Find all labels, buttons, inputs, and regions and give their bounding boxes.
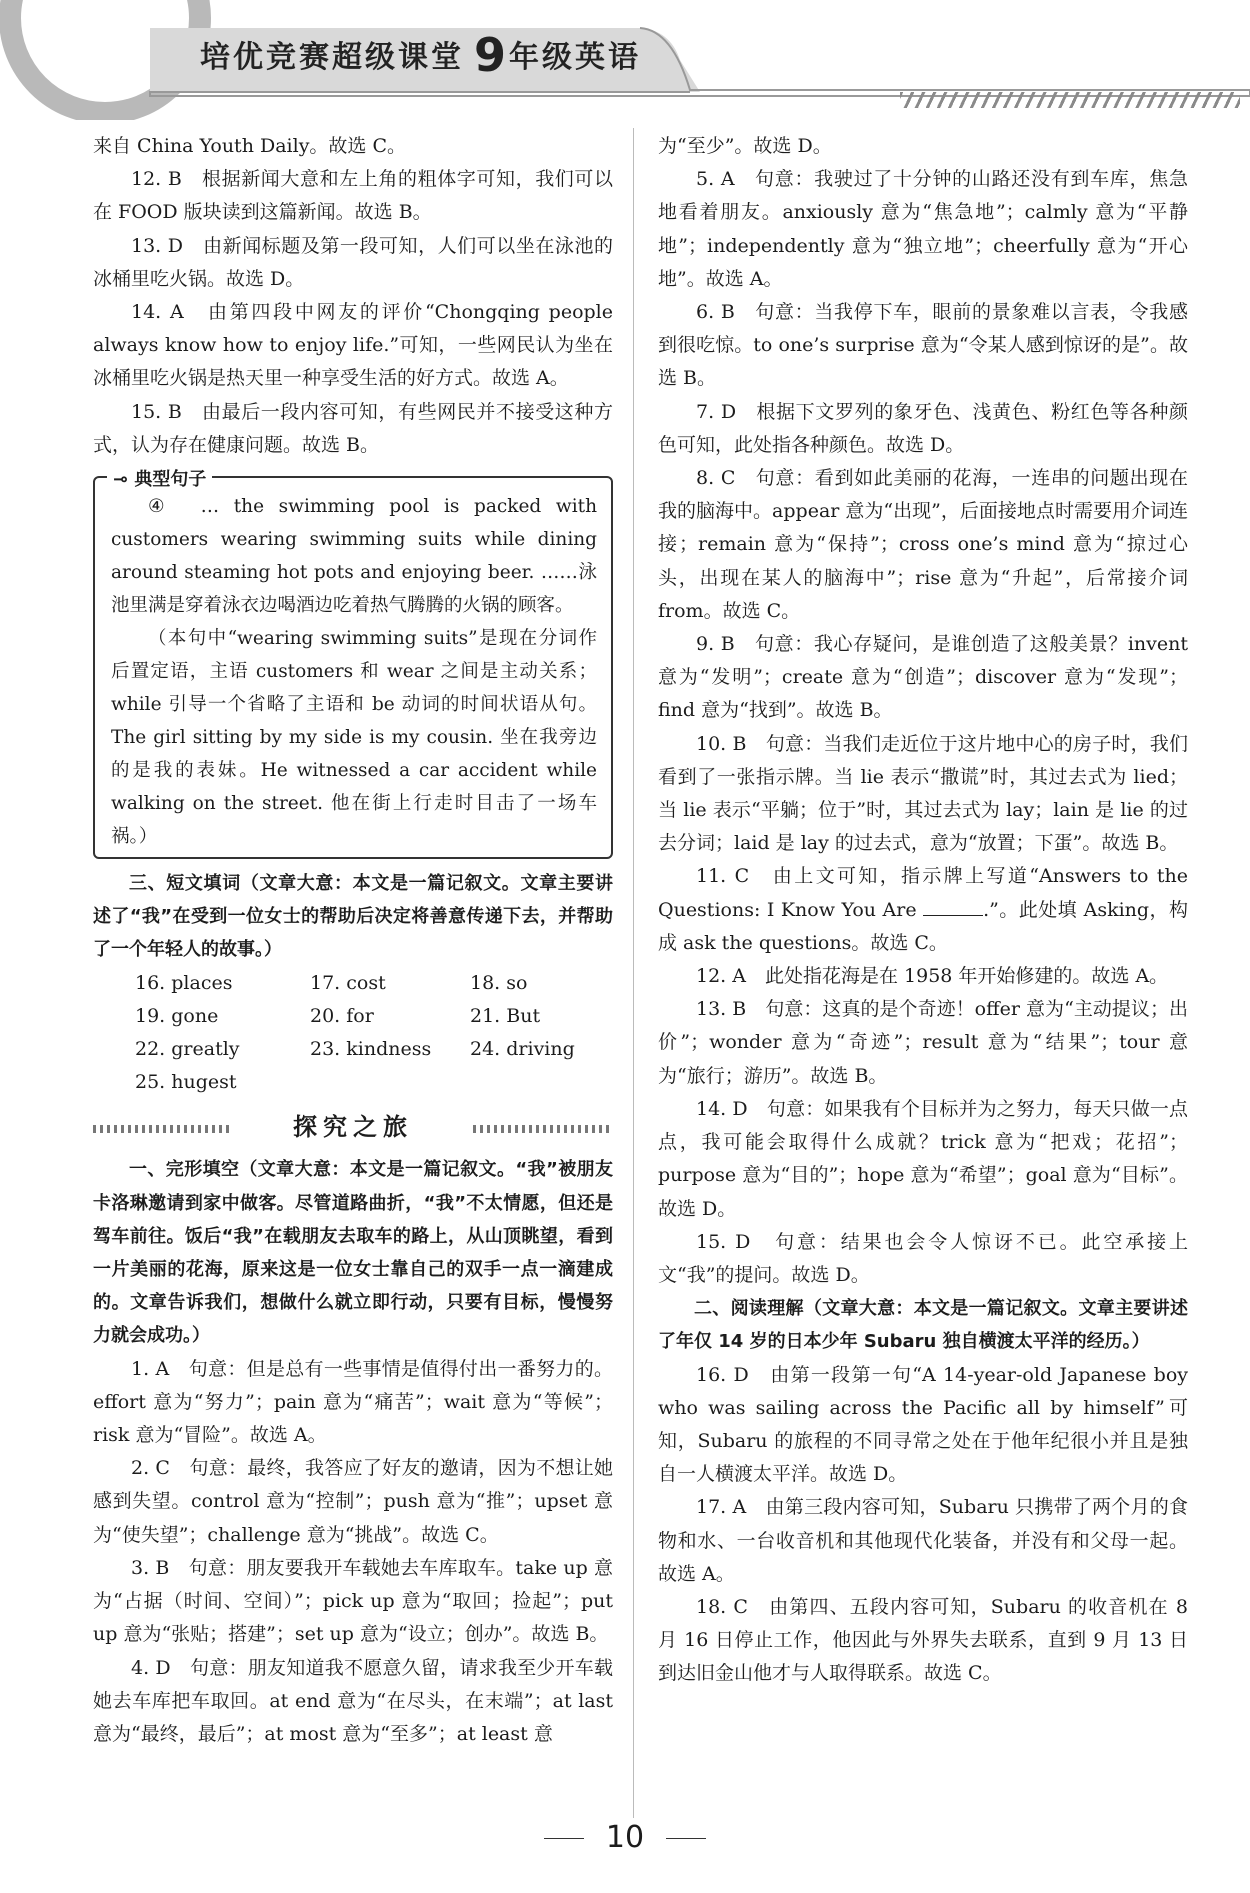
column-divider bbox=[633, 128, 634, 1818]
answer-12: 12. B 根据新闻大意和左上角的粗体字可知，我们可以在 FOOD 版块读到这篇新闻。故选 B。 bbox=[93, 168, 613, 224]
answer-text: 来自 China Youth Daily。故选 C。 bbox=[93, 135, 406, 157]
word-answer: 24. driving bbox=[470, 1038, 575, 1061]
answer-1: 1. A 句意：但是总有一些事情是值得付出一番努力的。effort 意为“努力”；pain 意为“痛苦”；wait 意为“等候”；risk 意为“冒险”。故选 A。 bbox=[93, 1357, 613, 1447]
answer-4-cont: 为“至少”。故选 D。 bbox=[658, 135, 832, 157]
section-1-heading: 一、完形填空（文章大意：本文是一篇记叙文。“我”被朋友卡洛琳邀请到家中做客。尽管道路曲折，“我”不太情愿，但还是驾车前往。饭后“我”在载朋友去取车的路上，从山顶眺望，看到一片美丽的花海，原来这是一位女士靠自己的双手一点一滴建成的。文章告诉我们，想做什么就立即行动，只要有目标，慢慢努力就会成功。） bbox=[93, 1159, 613, 1347]
book-title: 培优竞赛超级课堂 9年级英语 bbox=[200, 28, 642, 82]
word-answer: 21. But bbox=[470, 1004, 541, 1027]
answer-10: 10. B 句意：当我们走近位于这片地中心的房子时，我们看到了一张指示牌。当 lie 表示“撒谎”时，其过去式为 lied；当 lie 表示“平躺；位于”时，其过去式为 lay；lain 是 lie 的过去分词；laid 是 lay 的过去式，意为“放置；下蛋”。故选 B。 bbox=[658, 732, 1188, 855]
fill-blank bbox=[923, 897, 983, 916]
answer-18: 18. C 由第四、五段内容可知，Subaru 的收音机在 8 月 16 日停止工作，他因此与外界失去联系，直到 9 月 13 日到达旧金山他才与人取得联系。故选 C。 bbox=[658, 1595, 1188, 1685]
section-3-heading: 三、短文填词（文章大意：本文是一篇记叙文。文章主要讲述了“我”在受到一位女士的帮助后决定将善意传递下去，并帮助了一个年轻人的故事。） bbox=[93, 873, 613, 961]
answer-8: 8. C 句意：看到如此美丽的花海，一连串的问题出现在我的脑海中。appear 意为“出现”，后面接地点时需要用介词连接；remain 意为“保持”；cross one’s mind 意为“掠过心头，出现在某人的脑海中”；rise 意为“升起”，后常接介词 from。故选 C。 bbox=[658, 467, 1188, 622]
answer-4: 4. D 句意：朋友知道我不愿意久留，请求我至少开车载她去车库把车取回。at end 意为“在尽头，在末端”；at last 意为“最终，最后”；at most 意为“至多”；at least 意 bbox=[93, 1656, 613, 1745]
answer-11: 11. C 由上文可知，指示牌上写道“Answers to the Questions: I Know You Are .”。此处填 Asking，构成 ask the questions。故选 C。 bbox=[658, 865, 1188, 954]
title-bar-left bbox=[93, 1125, 233, 1133]
title-bar-right bbox=[473, 1125, 613, 1133]
page-number: 10 bbox=[605, 1820, 645, 1855]
section-2-heading: 二、阅读理解（文章大意：本文是一篇记叙文。文章主要讲述了年仅 14 岁的日本少年 Subaru 独自横渡太平洋的经历。） bbox=[658, 1298, 1188, 1353]
right-column bbox=[658, 130, 1188, 1691]
answer-6: 6. B 句意：当我停下车，眼前的景象难以言表，令我感到很吃惊。to one’s surprise 意为“令某人感到惊讶的是”。故选 B。 bbox=[658, 301, 1188, 390]
word-answer: 19. gone bbox=[135, 1004, 219, 1027]
word-answer: 22. greatly bbox=[135, 1038, 240, 1061]
footer-dash-right bbox=[666, 1838, 706, 1839]
typical-sentence-text: ④ … the swimming pool is packed with customers wearing swimming suits while dining around steaming hot pots and enjoying beer. ……泳池里满是穿着泳衣边喝酒边吃着热气腾腾的火锅的顾客。 bbox=[111, 496, 597, 617]
typical-sentence-box bbox=[93, 469, 613, 859]
word-answers bbox=[93, 967, 613, 1100]
answer-9: 9. B 句意：我心存疑问，是谁创造了这般美景？invent 意为“发明”；create 意为“创造”；discover 意为“发现”；find 意为“找到”。故选 B。 bbox=[658, 633, 1188, 722]
word-answer: 20. for bbox=[310, 1004, 374, 1027]
answer-17: 17. A 由第三段内容可知，Subaru 只携带了两个月的食物和水、一台收音机和其他现代化装备，并没有和父母一起。故选 A。 bbox=[658, 1496, 1188, 1585]
answer-5: 5. A 句意：我驶过了十分钟的山路还没有到车库，焦急地看着朋友。anxiously 意为“焦急地”；calmly 意为“平静地”；independently 意为“独立地”；cheerfully 意为“开心地”。故选 A。 bbox=[658, 168, 1188, 290]
word-answer: 17. cost bbox=[310, 971, 386, 994]
typical-sentence-note: （本句中“wearing swimming suits”是现在分词作后置定语，主语 customers 和 wear 之间是主动关系；while 引导一个省略了主语和 be 动词的时间状语从句。The girl sitting by my side is my cousin. 坐在我旁边的是我的表妹。He witnessed a car accident while walking on the street. 他在街上行走时目击了一场车祸。） bbox=[111, 628, 597, 848]
answer-7: 7. D 根据下文罗列的象牙色、浅黄色、粉红色等各种颜色可知，此处指各种颜色。故选 D。 bbox=[658, 400, 1188, 456]
answer-14: 14. A 由第四段中网友的评价“Chongqing people always know how to enjoy life.”可知，一些网民认为坐在冰桶里吃火锅是热天里一种享受生活的好方式。故选 A。 bbox=[93, 301, 613, 390]
answer-13: 13. D 由新闻标题及第一段可知，人们可以坐在泳池的冰桶里吃火锅。故选 D。 bbox=[93, 234, 613, 290]
footer-dash-left bbox=[544, 1838, 584, 1839]
answer-15: 15. D 句意：结果也会令人惊讶不已。此空承接上文“我”的提问。故选 D。 bbox=[658, 1230, 1188, 1286]
word-answer: 16. places bbox=[135, 971, 233, 994]
word-answer: 23. kindness bbox=[310, 1038, 432, 1061]
word-answer: 18. so bbox=[470, 971, 528, 994]
answer-15: 15. B 由最后一段内容可知，有些网民并不接受这种方式，认为存在健康问题。故选 B。 bbox=[93, 400, 613, 456]
typical-sentence-label: ⊸ 典型句子 bbox=[107, 463, 212, 496]
answer-3: 3. B 句意：朋友要我开车载她去车库取车。take up 意为“占据（时间、空间）”；pick up 意为“取回；捡起”；put up 意为“张贴；搭建”；set up 意为“设立；创办”。故选 B。 bbox=[93, 1556, 613, 1646]
page-footer bbox=[0, 1820, 1250, 1855]
answer-13: 13. B 句意：这真的是个奇迹！offer 意为“主动提议；出价”；wonder 意为“奇迹”；result 意为“结果”；tour 意为“旅行；游历”。故选 B。 bbox=[658, 998, 1188, 1087]
answer-14: 14. D 句意：如果我有个目标并为之努力，每天只做一点点，我可能会取得什么成就？trick 意为“把戏；花招”；purpose 意为“目的”；hope 意为“希望”；goal 意为“目标”。故选 D。 bbox=[658, 1097, 1188, 1220]
section-title: 探究之旅 bbox=[93, 1105, 613, 1149]
header-stripes bbox=[900, 92, 1240, 108]
left-column bbox=[93, 130, 613, 1751]
answer-2: 2. C 句意：最终，我答应了好友的邀请，因为不想让她感到失望。control 意为“控制”；push 意为“推”；upset 意为“使失望”；challenge 意为“挑战”。故选 C。 bbox=[93, 1457, 613, 1546]
answer-16: 16. D 由第一段第一句“A 14-year-old Japanese boy who was sailing across the Pacific all by himself”可知，Subaru 的旅程的不同寻常之处在于他年纪很小并且是独自一人横渡太平洋。故选 D。 bbox=[658, 1363, 1188, 1486]
page-header bbox=[0, 0, 1250, 120]
word-answer: 25. hugest bbox=[135, 1071, 237, 1094]
answer-12: 12. A 此处指花海是在 1958 年开始修建的。故选 A。 bbox=[696, 965, 1169, 988]
